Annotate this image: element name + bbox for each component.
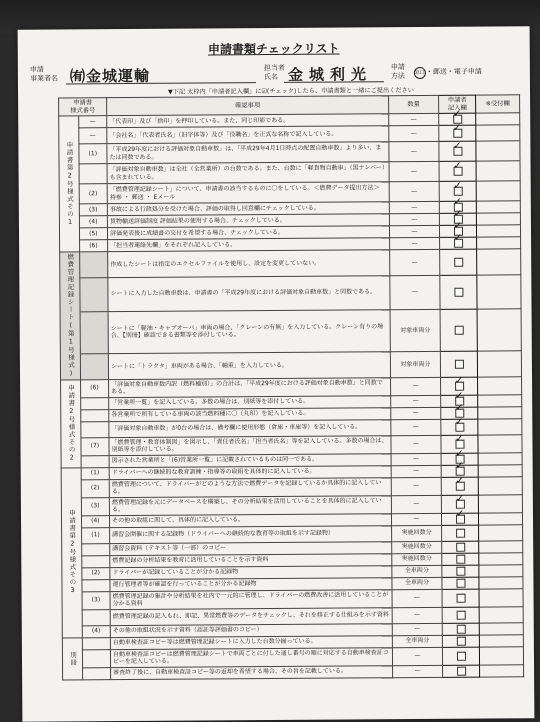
table-row xyxy=(60,274,521,311)
applicant-check-cell xyxy=(443,665,480,677)
check-item-text: 「代表印」及び「捨印」を押印している。また、同じ印影である。 xyxy=(107,114,389,128)
reception-cell xyxy=(479,588,523,606)
quantity-cell: — xyxy=(389,161,439,181)
quantity-cell: — xyxy=(392,589,442,607)
reception-cell xyxy=(479,552,523,564)
reception-cell xyxy=(479,540,523,552)
row-number: — xyxy=(78,116,106,128)
check-item-text: 「会社名」「代表者氏名」（旧字体等）及び「役職名」を正式な名称で記入している。 xyxy=(107,126,389,144)
checkbox[interactable] xyxy=(456,528,465,537)
check-item-text: シートに「軽油・キャブオーバ」車両の場合、「クレーンの有無」を入力している。クレーン有りの場合、【別冊】確認できる書類等を添付している。 xyxy=(108,309,390,353)
col-check-item: 確認事項 xyxy=(107,96,389,116)
reception-cell xyxy=(477,237,521,249)
reception-cell xyxy=(479,576,523,588)
checkbox[interactable] xyxy=(455,359,464,368)
applicant-check-cell xyxy=(439,161,476,181)
check-item-text: 「評価対象自動車数」は全社（全営業所）の台数である。また、台数に「軽貨物自動車」（黒ナンバー）も含まれている。 xyxy=(107,162,389,184)
reception-cell xyxy=(478,376,522,394)
quantity-cell: — xyxy=(391,465,441,477)
check-item-text: 燃費管理記録の集計や分析結果を社内で一元的に管理し、ドライバーの燃費改善に活用していることが分かる資料 xyxy=(110,589,392,609)
reception-cell xyxy=(477,201,521,213)
row-number: (4) xyxy=(81,515,109,527)
quantity-cell: — xyxy=(389,141,439,161)
row-number: (2) xyxy=(81,479,110,497)
row-number xyxy=(82,579,110,591)
row-number: (3) xyxy=(82,591,111,609)
method-options xyxy=(414,67,482,79)
reception-cell xyxy=(476,125,520,141)
check-item-text: 「燃費管理記録シート」について、申請書の該当するものに〇をしている。＜燃費データ提出方法＞ 持参 ・ 郵送 ・ Eメール xyxy=(107,182,389,204)
applicant-name: ㈲金城運輸 xyxy=(69,66,150,86)
check-item-text: その他の取組状況を示す資料（認証等評価書のコピー） xyxy=(110,623,392,637)
check-item-text: 「営業所一覧」を記入している。多数の場合は、別紙等を添付している。 xyxy=(109,395,391,409)
section-label-s3: 申請書第2号様式その3 xyxy=(61,467,82,637)
row-number: (7) xyxy=(81,437,110,455)
check-item-text: 運行管理者等が確認を行っていることが分かる記録物 xyxy=(110,577,392,591)
quantity-cell: — xyxy=(392,665,442,677)
row-number xyxy=(81,455,109,467)
check-item-text: シートに「トラクタ」車両がある場合、「軸重」を入力している。 xyxy=(108,352,390,379)
checkbox[interactable] xyxy=(456,578,465,587)
checkbox[interactable] xyxy=(454,325,463,334)
method-circled: 窓口 xyxy=(414,67,426,79)
quantity-cell: — xyxy=(389,125,439,141)
row-number xyxy=(82,609,111,625)
reception-cell xyxy=(477,213,521,225)
row-number: (5) xyxy=(79,228,107,240)
reception-cell xyxy=(478,476,522,494)
reception-cell xyxy=(480,622,524,634)
table-row xyxy=(63,664,524,679)
quantity-cell: — xyxy=(392,623,442,635)
quantity-cell: 対象車両分 xyxy=(390,351,440,377)
quantity-cell: — xyxy=(389,201,439,213)
check-item-text: 講習会開催に関する記録物（ドライバーへの継続的な教育等の取組を示す記録物） xyxy=(110,525,392,543)
header xyxy=(26,58,522,87)
reception-cell xyxy=(479,606,523,622)
quantity-cell: — xyxy=(389,213,439,225)
checkbox[interactable] xyxy=(454,239,463,248)
table-row xyxy=(60,249,521,278)
check-item-text: 「評価対象自動車数内訳（燃料種別）」の合計は、「平成29年度における評価対象自動車数」と同数である。 xyxy=(109,377,391,397)
quantity-cell: 実施回数分 xyxy=(392,553,442,565)
applicant-check-cell xyxy=(441,419,478,435)
quantity-cell: 実施回数分 xyxy=(391,525,441,541)
reception-cell xyxy=(479,524,523,540)
checkbox[interactable] xyxy=(456,593,465,602)
checkbox[interactable] xyxy=(457,666,466,675)
quantity-cell: 実施回数分 xyxy=(392,541,442,553)
checkbox[interactable] xyxy=(454,287,463,296)
applicant-check-cell xyxy=(442,513,479,525)
checkbox[interactable] xyxy=(456,624,465,633)
reception-cell xyxy=(479,564,523,576)
quantity-cell: 全車両分 xyxy=(392,577,442,589)
reception-cell xyxy=(480,664,524,676)
table-row xyxy=(60,351,521,380)
section-label-sep: 別冊 xyxy=(62,637,82,679)
check-item-text: 貨物輸送評価制度 評価結果の使用する場合、チェックしている。 xyxy=(107,214,389,228)
row-number: (1) xyxy=(79,144,108,164)
applicant-check-cell xyxy=(440,249,477,275)
checkbox[interactable] xyxy=(454,257,463,266)
applicant-check-cell xyxy=(439,125,476,141)
row-number: (1) xyxy=(81,527,110,543)
check-item-text: 「平成29年度における評価対象自動車数」は、「平成29年4月1日時点の配置自動車数」より多い、または同数である。 xyxy=(107,142,389,164)
method-label: 申請 方法 xyxy=(390,63,405,81)
col-quantity: 数量 xyxy=(388,95,438,113)
quantity-cell: — xyxy=(391,419,441,435)
row-number: (3) xyxy=(81,497,110,515)
check-item-text: 作成したシートは指定のエクセルファイルを使用し、設定を変更していない。 xyxy=(108,250,390,277)
row-number xyxy=(80,421,109,437)
check-item-text: 各営業所で所有している車両の該当燃料種に〇（丸印）を記入している。 xyxy=(109,407,391,421)
checkbox[interactable] xyxy=(457,651,466,660)
row-number xyxy=(82,667,110,679)
quantity-cell: — xyxy=(389,237,439,249)
reception-cell xyxy=(478,351,522,377)
check-item-text: 「担当者連絡先欄」をそれぞれ記入している。 xyxy=(108,238,390,252)
applicant-check-cell xyxy=(440,309,477,352)
check-item-text: シートに入力した自動車数は、申請書の「平成29年度における評価対象自動車数」と同数である。 xyxy=(108,275,390,311)
section-label-s1: 申請書第2号様式その1 xyxy=(59,116,80,252)
check-item-text: 事故による行政処分を受けた場合、評価の取得し回意欄にチェックしている。 xyxy=(107,202,389,216)
applicant-check-cell xyxy=(442,607,479,623)
applicant-check-cell xyxy=(442,525,479,541)
reception-cell xyxy=(478,452,522,464)
row-number xyxy=(80,311,109,354)
quantity-cell: — xyxy=(389,113,439,125)
quantity-cell: — xyxy=(391,453,441,465)
applicant-check-cell xyxy=(440,351,477,377)
check-item-text: その他の取組に関して、具体的に記入している。 xyxy=(110,513,392,527)
applicant-check-cell xyxy=(442,553,479,565)
check-item-text: ドライバーへの継続的な教育訓練・指導等の取組を具体的に記入している。 xyxy=(109,465,391,479)
instruction-note: ▼下記 太枠内「申請者記入欄」に☑(チェック)したら、申請書類と一緒にご提出ください xyxy=(168,87,414,96)
reception-cell xyxy=(478,394,522,406)
checkbox[interactable] xyxy=(456,514,465,523)
row-number xyxy=(80,409,108,421)
col-applicant: 申請者 記入欄 xyxy=(439,95,476,113)
method-rest: ・郵送・電子申請 xyxy=(425,67,482,76)
applicant-check-cell xyxy=(442,565,479,577)
applicant-check-cell xyxy=(442,541,479,553)
check-item-text: 自動車検査証コピーは燃費管理記録シートで車両ごとに付した通し番号の順に対応する自動車検査証コピーを記入している。 xyxy=(110,647,392,667)
person-label: 担当者 氏名 xyxy=(263,63,285,82)
check-item-text: 「燃費管理・教育体制図」を図示し、「責任者氏名」「担当者氏名」等を記入している。多数の場合は、別紙等を添付している。 xyxy=(109,435,391,455)
checkbox[interactable] xyxy=(453,187,462,196)
col-form-no: 申請書 様式番号 xyxy=(59,98,107,116)
quantity-cell: — xyxy=(391,395,441,407)
row-number: (2) xyxy=(79,184,108,204)
applicant-check-cell xyxy=(442,623,479,635)
row-number xyxy=(80,397,108,409)
quantity-cell: — xyxy=(390,249,440,275)
reception-cell xyxy=(480,634,524,646)
quantity-cell: — xyxy=(390,377,440,395)
checkbox[interactable] xyxy=(453,167,462,176)
applicant-check-cell xyxy=(441,477,478,495)
reception-cell xyxy=(478,434,522,452)
row-number: (6) xyxy=(79,240,107,252)
applicant-check-cell xyxy=(442,635,479,647)
row-number xyxy=(82,649,111,667)
section-label-fuel: 燃費管理記録シート(第1号様式) xyxy=(60,252,81,380)
quantity-cell: 対象車両分 xyxy=(390,309,441,352)
page-title: 申請書類チェックリスト xyxy=(207,41,340,57)
applicant-check-cell xyxy=(442,589,479,607)
quantity-cell: — xyxy=(392,647,442,665)
reception-cell xyxy=(477,308,521,351)
row-number: (3) xyxy=(79,204,107,216)
applicant-underline xyxy=(66,82,256,84)
row-number: (4) xyxy=(79,216,107,228)
checkbox[interactable] xyxy=(456,554,465,563)
checkbox[interactable] xyxy=(453,147,462,156)
applicant-check-cell xyxy=(440,275,477,309)
row-number xyxy=(81,555,109,567)
row-number: (1) xyxy=(81,467,109,479)
section-label-s2: 申請書2号様式その2 xyxy=(61,379,81,467)
checkbox[interactable] xyxy=(455,466,464,475)
checklist-paper xyxy=(18,26,535,722)
reception-cell xyxy=(476,141,520,161)
reception-cell xyxy=(477,225,521,237)
checkbox[interactable] xyxy=(455,439,464,448)
table-body xyxy=(59,113,524,680)
table-row xyxy=(60,308,521,354)
quantity-cell: — xyxy=(390,275,440,309)
checkbox[interactable] xyxy=(455,422,464,431)
quantity-cell: — xyxy=(392,607,442,623)
check-item-text: 自動車検査証コピー等は燃費管理記録シートに入力した台数分揃っている。 xyxy=(110,635,392,649)
checklist-table xyxy=(58,94,524,680)
quantity-cell: — xyxy=(391,513,441,525)
reception-cell xyxy=(478,464,522,476)
reception-cell xyxy=(478,418,522,434)
quantity-cell: — xyxy=(391,477,441,495)
row-number: (2) xyxy=(82,567,110,579)
quantity-cell: — xyxy=(391,435,441,453)
reception-cell xyxy=(477,274,521,308)
applicant-check-cell xyxy=(439,141,476,161)
applicant-check-cell xyxy=(443,647,480,665)
checkbox[interactable] xyxy=(456,499,465,508)
check-item-text: 燃費管理について、ドライバーがどのような方法で燃費データを記録しているか具体的に記入している。 xyxy=(109,477,391,497)
check-item-text: 「評価対象自動車数」が0台の場合は、備考欄に使用形態（倉庫・車庫等）を記入している。 xyxy=(109,419,391,437)
applicant-label: 申請 事業者名 xyxy=(29,65,58,83)
check-item-text: 燃費管理記録の記入もれ、即記、異常燃費等のデータをチェックし、それを修正する仕組みを示す資料 xyxy=(110,607,392,625)
row-number xyxy=(79,164,108,184)
reception-cell xyxy=(480,646,524,664)
row-number xyxy=(79,252,108,278)
check-item-text: ドライバーが記録していることが分かる記録物 xyxy=(110,565,392,579)
checkbox[interactable] xyxy=(455,381,464,390)
row-number: — xyxy=(78,128,107,144)
row-number xyxy=(81,543,109,555)
check-item-text: 燃費記録の分析結果を教育に活用していることを示す資料 xyxy=(110,553,392,567)
checkbox[interactable] xyxy=(456,542,465,551)
quantity-cell: — xyxy=(391,495,441,513)
checkbox[interactable] xyxy=(456,566,465,575)
row-number xyxy=(82,637,110,649)
reception-cell xyxy=(476,113,520,125)
check-item-text: 図示された営業所と「(6)営業所一覧」に記載されているものは同一である。 xyxy=(109,453,391,467)
reception-cell xyxy=(476,161,520,181)
applicant-check-cell xyxy=(440,237,477,249)
person-name: 金城利光 xyxy=(287,65,372,84)
check-item-text: 評価発表後に成績書の交付を希望する場合、チェックしている。 xyxy=(108,226,390,240)
checkbox[interactable] xyxy=(455,481,464,490)
reception-cell xyxy=(479,512,523,524)
col-reception: ※受付欄 xyxy=(476,95,520,113)
check-item-text: 燃費管理記録を元にデータベースを構築し、その分析結果を活用していることを具体的に記入している。 xyxy=(109,495,391,515)
row-number xyxy=(79,277,108,311)
applicant-check-cell xyxy=(442,577,479,589)
checkbox[interactable] xyxy=(453,129,462,138)
quantity-cell: — xyxy=(389,181,439,201)
reception-cell xyxy=(477,249,521,275)
reception-cell xyxy=(479,494,523,512)
quantity-cell: 全車両分 xyxy=(392,565,442,577)
checkbox[interactable] xyxy=(456,610,465,619)
reception-cell xyxy=(478,406,522,418)
quantity-cell: — xyxy=(391,407,441,419)
row-number: (4) xyxy=(82,625,110,637)
row-number: (6) xyxy=(80,379,109,397)
check-item-text: 審査終了後に、自動車検査証コピー等の返却を希望する場合、その旨を記載している。 xyxy=(111,665,393,679)
row-number xyxy=(80,354,109,380)
checkbox[interactable] xyxy=(457,636,466,645)
quantity-cell: 全車両分 xyxy=(392,635,442,647)
quantity-cell: — xyxy=(389,225,439,237)
check-item-text: 講習会資料（テキスト等（一部）のコピー xyxy=(110,541,392,555)
reception-cell xyxy=(476,181,520,201)
